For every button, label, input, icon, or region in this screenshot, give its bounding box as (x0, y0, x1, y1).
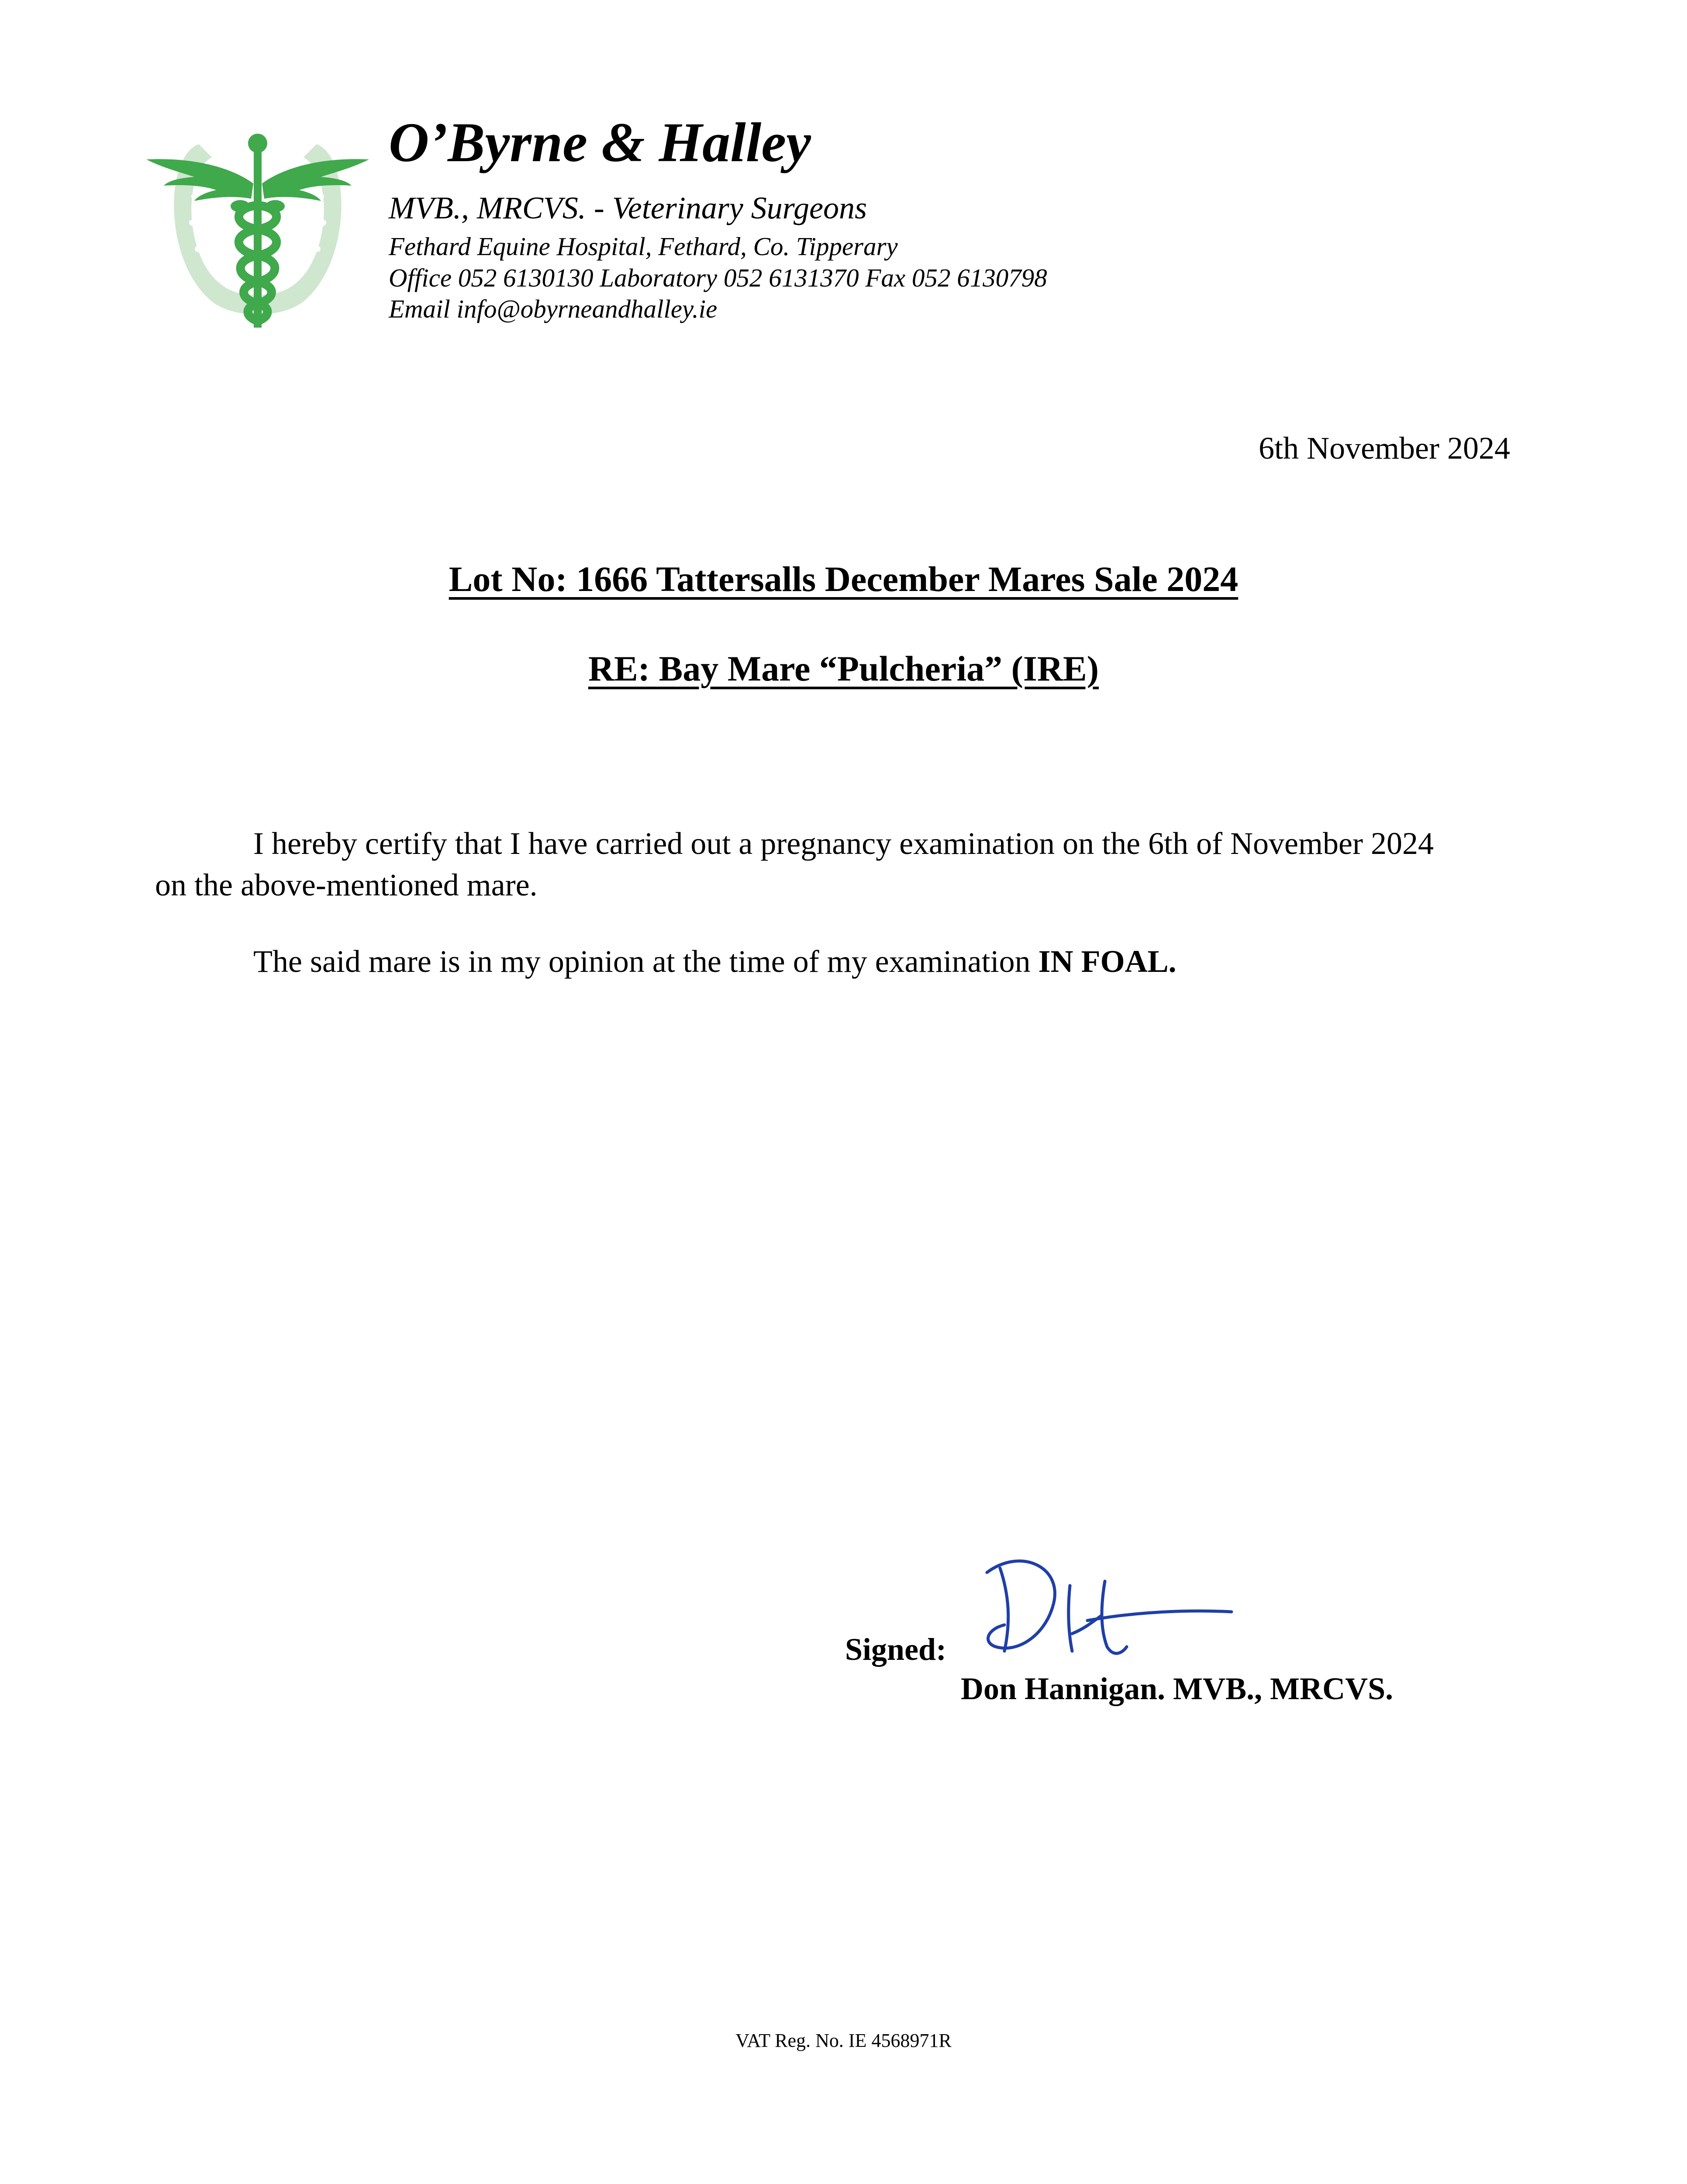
signer-name: Don Hannigan. MVB., MRCVS. (961, 1671, 1394, 1706)
firm-email: Email info@obyrneandhalley.ie (389, 294, 718, 323)
firm-phone-numbers: Office 052 6130130 Laboratory 052 6131370 Fax 052 6130798 (389, 263, 1047, 292)
handwritten-signature-icon (969, 1546, 1240, 1677)
firm-qualifications: MVB., MRCVS. - Veterinary Surgeons (389, 190, 867, 225)
signed-label: Signed: (845, 1632, 947, 1667)
lot-heading: Lot No: 1666 Tattersalls December Mares Sale 2024 (448, 559, 1239, 599)
firm-address: Fethard Equine Hospital, Fethard, Co. Tipperary (389, 232, 898, 261)
certification-paragraph-line-1: I hereby certify that I have carried out a pregnancy examination on the 6th of November 2024 (253, 826, 1434, 861)
certification-paragraph-line-2: on the above-mentioned mare. (155, 867, 538, 902)
opinion-text: The said mare is in my opinion at the time of my examination (253, 944, 1038, 979)
caduceus-logo-icon (146, 131, 369, 332)
vat-registration: VAT Reg. No. IE 4568971R (735, 2030, 952, 2051)
re-heading: RE: Bay Mare “Pulcheria” (IRE) (588, 649, 1099, 688)
in-foal-result: IN FOAL. (1038, 944, 1176, 979)
letter-date: 6th November 2024 (1259, 431, 1510, 466)
opinion-paragraph (253, 946, 1176, 977)
firm-name: O’Byrne & Halley (389, 111, 811, 173)
